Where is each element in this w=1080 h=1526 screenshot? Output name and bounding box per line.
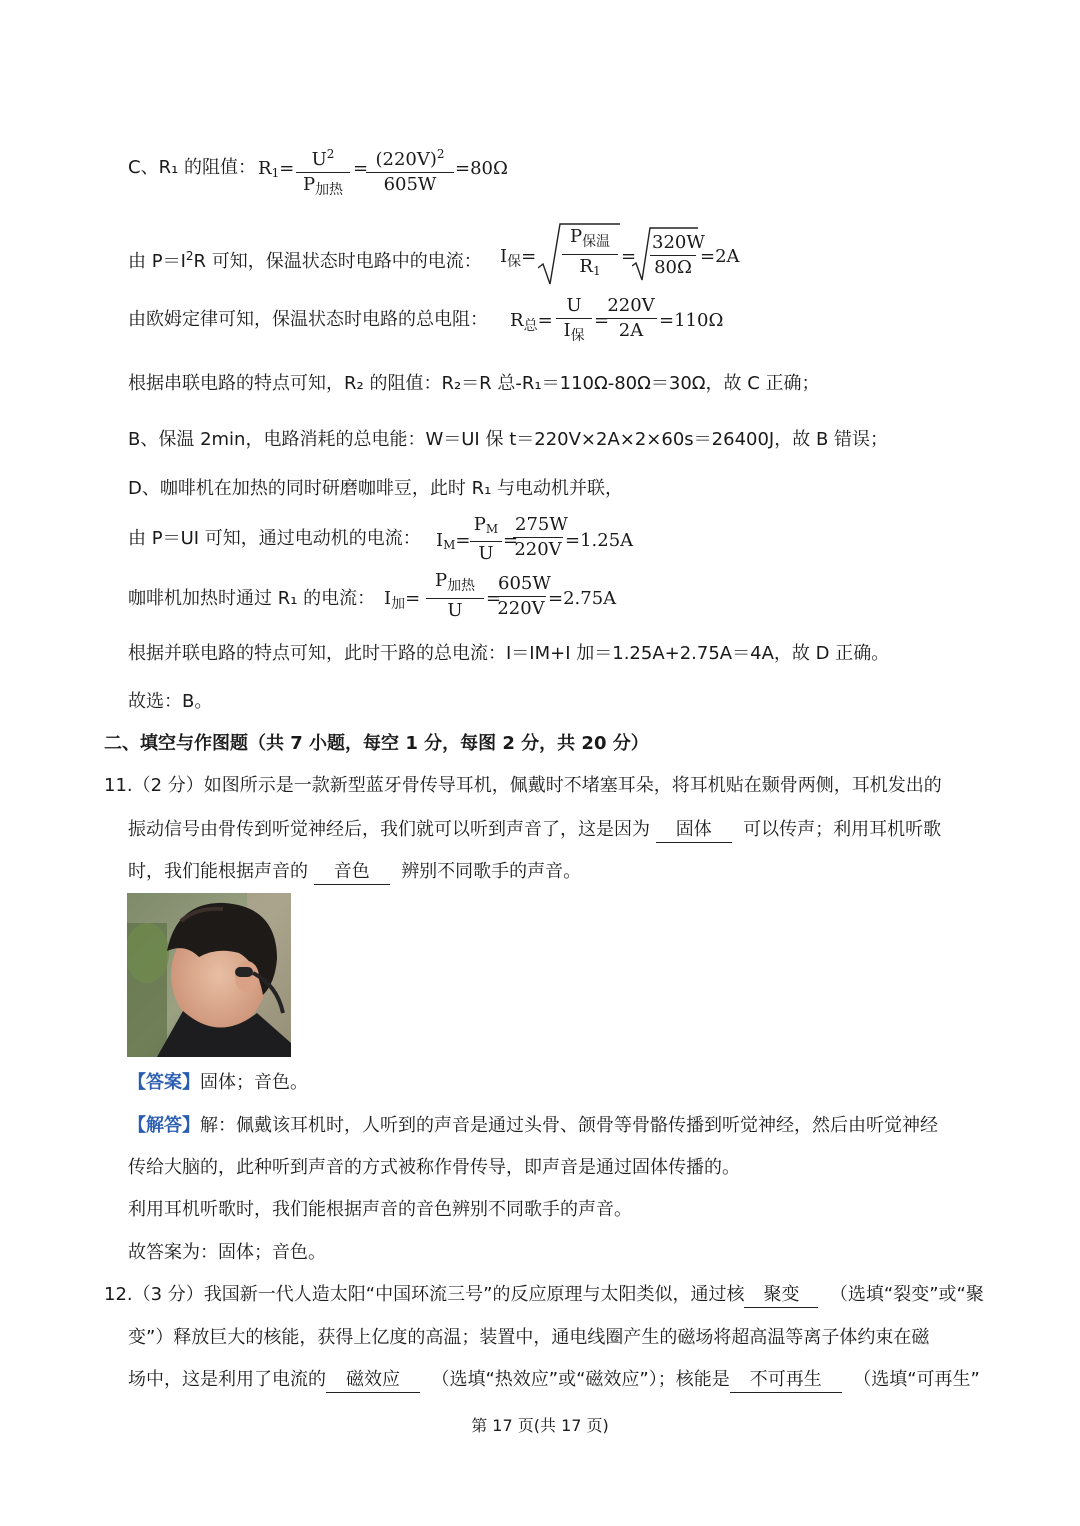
fraction: $\frac{P_M}{U}$ [470, 514, 502, 566]
text-line: 故选：B。 [128, 691, 213, 712]
text-line: 由 $P=I^2R$ 可知，保温状态时电路中的电流： [128, 249, 482, 272]
fraction: $\frac{320W}{80\Omega}$ [652, 232, 705, 278]
math-symbol: = [486, 588, 502, 609]
fraction: $\frac{220V}{2A}$ [605, 295, 657, 343]
text-line: D、咖啡机在加热的同时研磨咖啡豆，此时 R₁ 与电动机并联， [128, 478, 624, 499]
answer-blank: 固体 [656, 818, 732, 843]
question-text: 11.（2 分）如图所示是一款新型蓝牙骨传导耳机，佩戴时不堵塞耳朵，将耳机贴在颞骨两侧，耳机发出的 [104, 775, 942, 796]
explain-line: 故答案为：固体；音色。 [128, 1242, 326, 1263]
question-text: 时，我们能根据声音的 音色 辨别不同歌手的声音。 [128, 858, 581, 886]
math-symbol: $I_加=$ [384, 588, 421, 612]
explain-tag: 【解答】 [128, 1115, 200, 1136]
fraction: $U^2$ $P_{加热}$ [296, 143, 350, 202]
explain-line: 传给大脑的，此种听到声音的方式被称作骨传导，即声音是通过固体传播的。 [128, 1157, 740, 1178]
earphone-photo [127, 893, 291, 1057]
math-symbol: = [621, 246, 637, 267]
answer-blank: 磁效应 [326, 1368, 420, 1393]
math-result: =1.25A [565, 530, 634, 551]
math-result: =80Ω [455, 158, 508, 179]
question-text: 振动信号由骨传到听觉神经后，我们就可以听到声音了，这是因为 固体 可以传声；利用耳机听歌 [128, 816, 941, 844]
fraction: $\frac{(220V)^2}{605W}$ [366, 143, 454, 197]
text-line: 由欧姆定律可知，保温状态时电路的总电阻： [128, 309, 488, 330]
fraction: $P_{加热}$ U [426, 570, 484, 623]
math-symbol: $R_1=$ [258, 158, 295, 180]
math-symbol: = [594, 310, 610, 331]
math-symbol: = [353, 158, 369, 179]
question-text: 12.（3 分）我国新一代人造太阳“中国环流三号”的反应原理与太阳类似，通过核 聚变 （选填“裂变”或“聚 [104, 1281, 984, 1309]
answer-blank: 聚变 [744, 1283, 818, 1308]
math-symbol: $I_保=$ [500, 246, 537, 270]
section-title: 二、填空与作图题（共 7 小题，每空 1 分，每图 2 分，共 20 分） [104, 733, 649, 754]
math-result: =110Ω [659, 310, 724, 331]
answer-blank: 音色 [314, 860, 390, 885]
fraction: $\frac{605W}{220V}$ [497, 573, 551, 619]
text-line: B、保温 2min，电路消耗的总电能：W＝UI 保 t＝220V×2A×2×60s＝26400J，故 B 错误； [128, 429, 889, 450]
fraction: U $I_保$ [556, 295, 592, 348]
fraction: $\frac{275W}{220V}$ [514, 514, 568, 560]
question-text: 变”）释放巨大的核能，获得上亿度的高温；装置中，通电线圈产生的磁场将超高温等离子体约束在磁 [128, 1327, 930, 1348]
page-footer: 第 17 页(共 17 页) [471, 1416, 609, 1435]
text-line: 咖啡机加热时通过 R₁ 的电流： [128, 588, 376, 609]
question-text: 场中，这是利用了电流的 磁效应 （选填“热效应”或“磁效应”）；核能是 不可再生 （选填“可再生” [128, 1366, 980, 1394]
explain-line: 利用耳机听歌时，我们能根据声音的音色辨别不同歌手的声音。 [128, 1199, 632, 1220]
text-line: 根据并联电路的特点可知，此时干路的总电流：I＝IM+I 加＝1.25A+2.75A＝4A，故 D 正确。 [128, 643, 890, 664]
math-result: =2.75A [548, 588, 617, 609]
math-symbol: $R_总=$ [510, 310, 553, 334]
answer-tag: 【答案】 [128, 1072, 200, 1093]
fraction: $P_{保温}$ $R_1$ [562, 226, 618, 283]
math-symbol: $I_M=$ [436, 530, 471, 552]
math-result: =2A [700, 246, 740, 267]
text-line: 根据串联电路的特点可知，R₂ 的阻值：R₂＝R 总-R₁＝110Ω-80Ω＝30Ω，故 C 正确； [128, 373, 820, 394]
math-symbol: = [503, 530, 519, 551]
text-line: C、R₁ 的阻值： [128, 157, 257, 178]
text-line: 由 P＝UI 可知，通过电动机的电流： [128, 528, 421, 549]
explain-line: 【解答】解：佩戴该耳机时，人听到的声音是通过头骨、颌骨等骨骼传播到听觉神经，然后由听觉神经 [128, 1115, 938, 1136]
answer-line: 【答案】固体；音色。 [128, 1072, 308, 1093]
answer-blank: 不可再生 [730, 1368, 842, 1393]
